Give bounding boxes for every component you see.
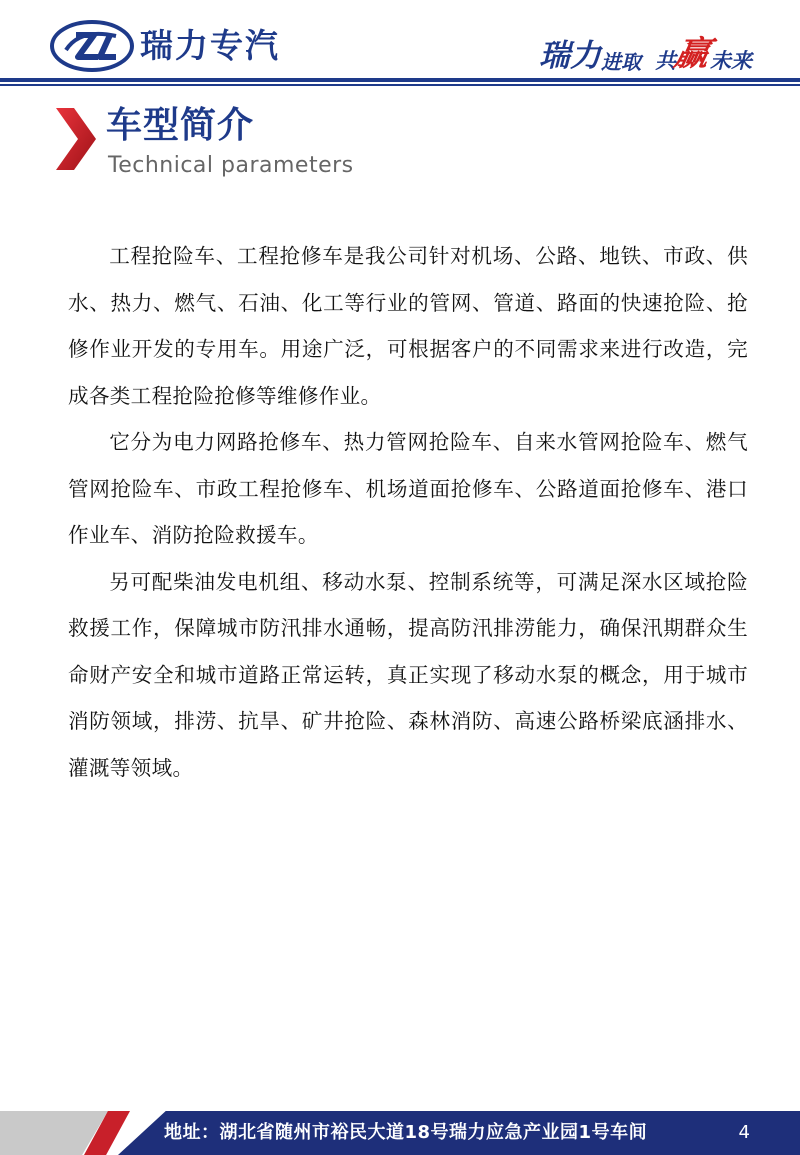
slogan-part: 共 bbox=[655, 49, 676, 73]
body-paragraph: 它分为电力网路抢修车、热力管网抢险车、自来水管网抢险车、燃气管网抢险车、市政工程抢修车、机场道面抢修车、公路道面抢修车、港口作业车、消防抢险救援车。 bbox=[68, 430, 748, 547]
slogan-part: 进取 bbox=[601, 50, 641, 74]
page-footer bbox=[0, 1111, 800, 1155]
header-divider-thin bbox=[0, 84, 800, 86]
section-subtitle: Technical parameters bbox=[108, 153, 354, 178]
chevron-right-icon bbox=[56, 108, 96, 170]
page-number: 4 bbox=[738, 1122, 750, 1143]
slogan-highlight: 赢 bbox=[671, 34, 714, 74]
company-logo-icon bbox=[50, 20, 134, 72]
body-paragraph: 工程抢险车、工程抢修车是我公司针对机场、公路、地铁、市政、供水、热力、燃气、石油、化工等行业的管网、管道、路面的快速抢险、抢修作业开发的专用车。用途广泛，可根据客户的不同需求来进行改造，完成各类工程抢险抢修等维修作业。 bbox=[68, 244, 748, 408]
body-content bbox=[68, 233, 748, 791]
slogan-part: 瑞力 bbox=[539, 38, 601, 74]
slogan bbox=[539, 26, 752, 72]
header-divider bbox=[0, 78, 800, 82]
footer-address: 地址：湖北省随州市裕民大道18号瑞力应急产业园1号车间 bbox=[164, 1122, 648, 1143]
section-title: 车型简介 bbox=[106, 105, 255, 146]
page-header bbox=[0, 0, 800, 88]
body-paragraph: 另可配柴油发电机组、移动水泵、控制系统等，可满足深水区域抢险救援工作，保障城市防汛排水通畅，提高防汛排涝能力，确保汛期群众生命财产安全和城市道路正常运转，真正实现了移动水泵的概念，用于城市消防领域，排涝、抗旱、矿井抢险、森林消防、高速公路桥梁底涵排水、灌溉等领域。 bbox=[68, 569, 748, 780]
brand-name: 瑞力专汽 bbox=[140, 26, 280, 65]
slogan-part: 未来 bbox=[710, 49, 752, 73]
